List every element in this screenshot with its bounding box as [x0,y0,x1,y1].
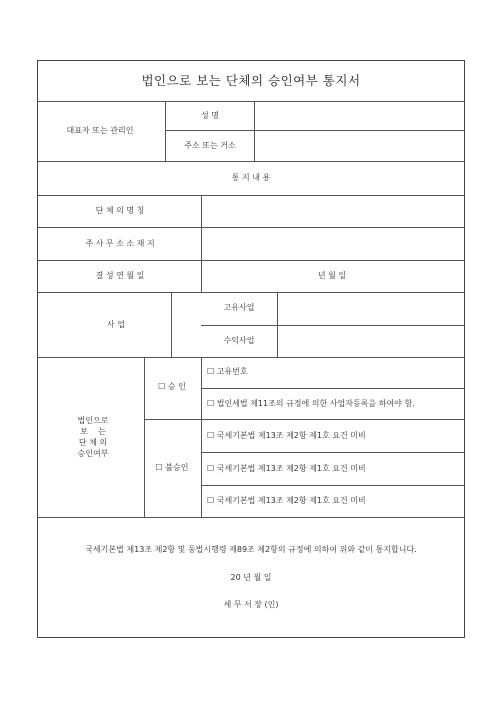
divider [201,388,464,389]
divider [144,357,145,517]
representative-label: 대표자 또는 관리인 [66,126,134,135]
address-field[interactable] [255,131,464,161]
approval-status-label: 법인으로 보 는 단 체 의 승인여부 [77,416,109,458]
divider [38,161,464,162]
divider [144,419,464,420]
notice-form [37,60,465,638]
divider [201,357,202,517]
reject-reason-1[interactable]: ☐ 국세기본법 제13조 제2항 제1호 요건 미비 [207,431,366,440]
reject-checkbox[interactable]: ☐ 불승인 [155,463,189,472]
business-label: 사 업 [107,320,125,329]
name-label: 성 명 [201,111,219,120]
divider [201,485,464,486]
reject-reason-2[interactable]: ☐ 국세기본법 제13조 제2항 제1호 요건 미비 [207,464,366,473]
office-address-field[interactable] [202,228,464,260]
notice-statement: 국세기본법 제13조 제2항 및 동법시행령 제89조 제2항의 규정에 의하여 위와 같이 통지합니다. [85,545,417,554]
notice-content-header: 통 지 내 용 [231,173,271,182]
form-title: 법인으로 보는 단체의 승인여부 통지서 [141,73,361,88]
approve-checkbox[interactable]: ☐ 승 인 [158,382,186,391]
address-label: 주소 또는 거소 [184,141,236,150]
office-address-label: 주 사 무 소 소 재 지 [85,239,155,248]
divider [38,357,464,358]
profit-business-label: 수익사업 [223,336,255,345]
org-name-field[interactable] [202,196,464,227]
notice-date: 20 년 월 일 [230,573,272,582]
reject-reason-3[interactable]: ☐ 국세기본법 제13조 제2항 제1호 요건 미비 [207,496,366,505]
proper-business-label: 고유사업 [223,303,255,312]
divider [165,101,166,161]
org-name-label: 단 체 의 명 칭 [95,206,145,215]
proper-business-field[interactable] [278,293,464,325]
approve-item-registration-number[interactable]: ☐ 고유번호 [207,367,248,376]
name-field[interactable] [255,102,464,130]
divider [38,517,464,518]
divider [201,452,464,453]
divider [38,260,464,261]
profit-business-field[interactable] [278,326,464,357]
tax-office-signature: 세 무 서 장 (인) [223,600,279,609]
established-label: 결 성 연 월 일 [95,271,145,280]
approve-item-business-registration[interactable]: ☐ 법인세법 제11조의 규정에 의한 사업자등록을 하여야 함. [207,399,415,408]
established-date: 년 월 일 [317,271,347,280]
divider [171,292,172,357]
